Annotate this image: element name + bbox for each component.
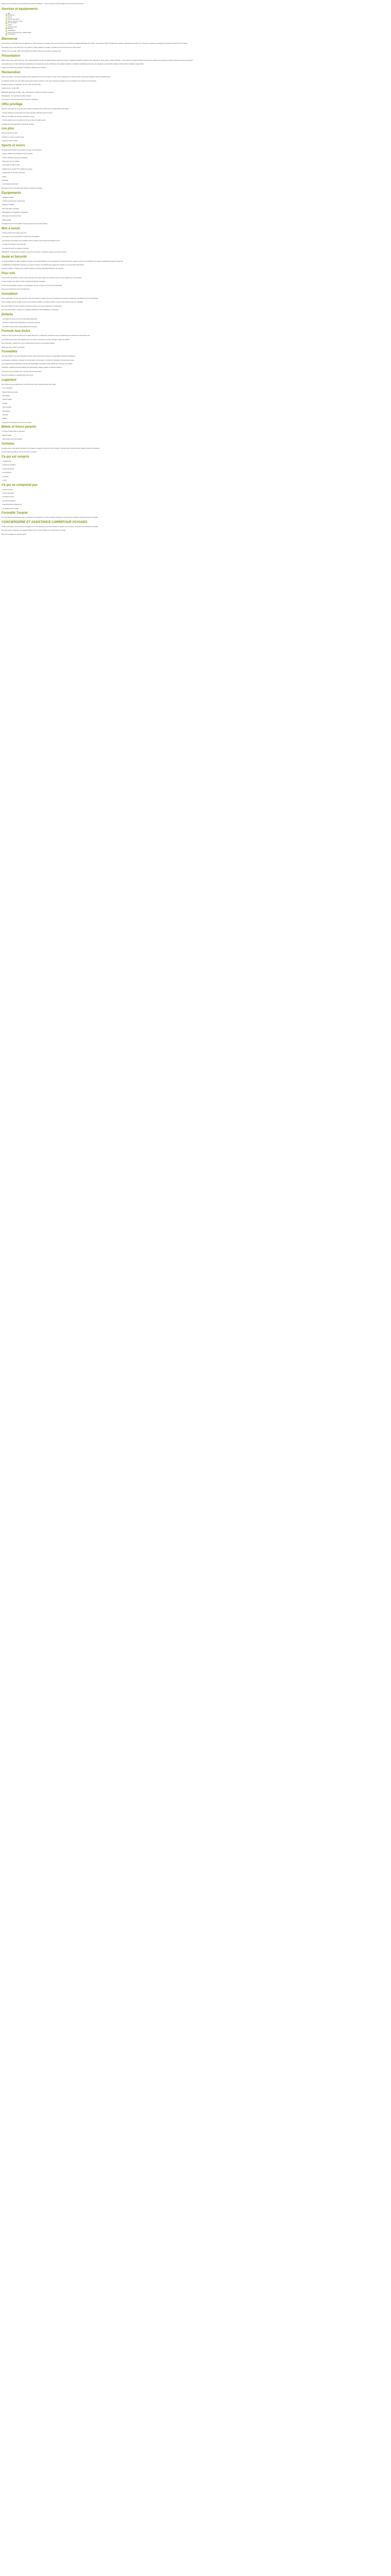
list-item: Sauna - Hammam - Spa — [6, 21, 389, 23]
content-section — [2, 455, 389, 482]
list-item: Parcours — [6, 28, 389, 30]
paragraph: Renseignements et tarifs sur demande. — [2, 346, 25, 348]
content-section — [2, 55, 389, 69]
paragraph: Toute annulation doit être notifiée par écrit. En cas d'arrivée retardée ou de départ anticipé, le séjour réservé reste dû dans son intégralité. — [2, 301, 84, 303]
section-heading: Ce qui est compris — [2, 455, 29, 459]
paragraph: Nos mobil-homes sont équipés pour vous offrir tout le confort nécessaire durant votre séjour : — [2, 383, 57, 385]
content-section — [2, 512, 389, 519]
paragraph: - Randonnées et circuits VTT au départ du camping — [2, 168, 32, 170]
section-heading: Services et équipements — [2, 7, 38, 11]
paragraph: Location de vélos sur place — [2, 140, 18, 142]
section-heading: Bon à savoir — [2, 227, 21, 230]
paragraph: - Le ménage de fin de séjour — [2, 507, 19, 510]
section-heading: Formalité Turquie — [2, 512, 28, 515]
paragraph: Pour plus d'informations, consultez nos conditions générales de vente disponibles sur demande. — [2, 309, 59, 311]
content-section — [2, 484, 389, 510]
paragraph: Le restaurant propose une carte variée ainsi que des pizzas à emporter. Le bar, avec sa terrasse ombragée, est un lieu idéal pour se retrouver en fin de journée. — [2, 80, 97, 82]
paragraph: - Golf à quelques kilomètres — [2, 183, 19, 185]
section-heading: Ce qui ne comprend pas — [2, 483, 38, 487]
list-item: Climatisation — [6, 30, 389, 32]
content-section — [2, 293, 389, 311]
paragraph: Conditions de l'offre disponibles à l'accueil du camping. — [2, 123, 35, 125]
paragraph: - L'accès aux sanitaires — [2, 464, 16, 466]
paragraph: - Climatisation — [2, 410, 10, 412]
paragraph: Tous les tarifs sont indiqués en euros, taxes comprises, hors taxe de séjour. Ils s'entendent par nuit et par emplacement ou par location. — [2, 277, 82, 279]
intro-text: Découvrez le prix camping avec L'Escale des Jaunisoleil à Gaudenès – ce qui vous attend. Formule idéale pour les amoureux de la nature. — [2, 3, 84, 5]
paragraph: - 2 ou 3 chambres — [2, 387, 12, 389]
paragraph: Épicerie de dépannage sur place : pain, viennoiseries et produits de première nécessité. — [2, 91, 54, 93]
paragraph: Petit-déjeuner : sur réservation la veille à l'accueil. — [2, 95, 31, 97]
content-section — [2, 443, 389, 453]
paragraph: - Prêt de jeux de société et livres — [2, 215, 21, 217]
paragraph: Rendez-vous sur la page "Tarifs" pour découvrir nos offres et réserver votre séjour en quelques clics. — [2, 50, 61, 52]
paragraph: - Club enfants en juillet et août — [2, 164, 20, 166]
paragraph: Les emplacements sont attribués en fonction des disponibilités. Nous ferons notre possible pour respecter vos souhaits. — [2, 363, 73, 365]
paragraph: - Une caution vous sera demandée à l'arrivée pour les locations. — [2, 236, 40, 238]
paragraph: Les ressortissants français doivent être en possession d'un passeport en cours de validité. Renseignez-vous auprès des autorités compétentes avant votre départ. — [2, 517, 98, 519]
section-heading: Formalités — [2, 350, 18, 354]
paragraph: Pour les groupes, n'hésitez pas à nous contacter afin de recevoir une proposition adaptée. — [2, 343, 55, 345]
paragraph: En juillet et août, notre équipe d'animation vous propose un programme varié pour toute la famille : tournois sportifs, soirées à thème, karaoké, concerts et spectacles. — [2, 447, 100, 449]
paragraph: Les prix sont susceptibles d'évoluer. Le tarif appliqué est celui en vigueur au moment de la réservation. — [2, 284, 63, 286]
content-section — [2, 71, 389, 101]
list-item: Accès aux personnes à mobilité réduite — [6, 32, 389, 34]
paragraph: - Les enfants de moins de 2 ans sont accueillis gratuitement. — [2, 318, 38, 320]
paragraph: Horaires du bar : de 9h à 23h. — [2, 88, 20, 90]
sections-container — [2, 8, 389, 536]
paragraph: Durant votre séjour, vous pourrez profiter de notre restaurant et de son bar, ouverts en saison. Vous y dégusterez une cuisine simple et savoureuse élaborée à partir de produits locaux. — [2, 76, 111, 78]
content-section — [2, 379, 389, 424]
list-item: Piscine — [6, 16, 389, 19]
content-section — [2, 426, 389, 440]
paragraph: - Aire de jeux pour les enfants — [2, 161, 20, 163]
page — [0, 0, 391, 539]
paragraph: Les emplacements sont bien délimités et bénéficient pour la plupart d'un accès à l'électricité. Des sanitaires modernes et entretenus quotidiennement sont à votre disposition, avec douches chaudes, lavabos, bacs à vaisselle et espace bébé. — [2, 63, 144, 65]
section-heading: Équipements — [2, 191, 21, 195]
paragraph: Horaires d'ouverture du restaurant : de 12h à 14h et de 19h à 22h. — [2, 83, 41, 86]
paragraph: Les formules peuvent être personnalisées selon vos envies : demi-pension, pension complète, location de matériel. — [2, 338, 70, 341]
paragraph: - L'accès à la piscine — [2, 468, 14, 470]
section-heading: Sports et loisirs — [2, 144, 25, 147]
paragraph: - Parking gratuit — [2, 219, 11, 221]
content-section — [2, 521, 389, 535]
section-heading: Présentation — [2, 54, 21, 58]
paragraph: A SAVOIR : le paiement peut être effectué par carte bancaire, chèque, espèces ou chèques vacances. — [2, 367, 62, 369]
content-section — [2, 8, 389, 36]
paragraph: Nous vous souhaitons un agréable séjour parmi nous. — [2, 375, 34, 377]
list-item: Restaurant — [6, 14, 389, 16]
paragraph: Pendant votre séjour, notre service de conciergerie est à votre disposition pour vous conseiller et organiser vos excursions, réservations de restaurants et activités. — [2, 526, 98, 528]
section-heading: Logement — [2, 378, 17, 382]
list-item: Jeux de boules — [6, 22, 389, 24]
paragraph: Une pièce d'identité vous sera demandée à l'arrivée. Pour les personnes mineures, une autorisation parentale est obligatoire. — [2, 355, 76, 358]
paragraph: En cas de besoin, l'assistance est joignable 24h/24 et 7j/7 au numéro indiqué sur vos documents de voyage. — [2, 530, 66, 532]
content-section — [2, 272, 389, 291]
paragraph: Un défibrillateur est disponible à l'accueil. Les numéros d'urgence sont affichés dans chaque bloc sanitaire et sur le panneau d'informations. — [2, 264, 85, 266]
content-section — [2, 127, 389, 142]
content-section — [2, 350, 389, 377]
paragraph: Le camping applique les règles sanitaires en vigueur. Du gel hydroalcoolique est mis à disposition à l'accueil et dans les espaces communs. Les sanitaires sont nettoyés et désinfectés plusieurs fois par jour. — [2, 260, 124, 262]
paragraph: Les équipements sont accessibles à tous les campeurs durant toute la saison. — [2, 223, 48, 225]
content-section — [2, 144, 389, 190]
paragraph: Les animaux ne sont pas admis dans l'enceinte du restaurant. — [2, 99, 39, 101]
list-item: Conciergerie — [6, 33, 389, 36]
paragraph: De nombreuses activités sont proposées sur place et aux alentours : — [2, 149, 42, 151]
section-heading: CONCIERGERIE ET ASSISTANCE CARREFOUR VOYAGES — [2, 521, 88, 524]
paragraph: Nous vous remercions de votre compréhension. — [2, 289, 30, 291]
paragraph: - Télévision — [2, 414, 9, 416]
paragraph: L'accueil est ouvert de 8h30 à 12h et de 14h à 19h en haute saison. — [2, 370, 42, 372]
check-list — [2, 13, 389, 36]
paragraph: - Canoë-kayak sur la rivière à proximité — [2, 172, 25, 174]
list-item: Wifi — [6, 13, 389, 15]
paragraph: - Cuisine équipée — [2, 399, 12, 401]
paragraph: Le linge de lit et de toilette peut être loué sur place. — [2, 421, 32, 423]
section-heading: Bienvenue — [2, 38, 18, 41]
paragraph: - Les enfants restent sous la responsabilité de leurs parents. — [2, 326, 38, 328]
paragraph: - Le parking — [2, 476, 9, 478]
content-section — [2, 227, 389, 253]
paragraph: En cas de problème, n'hésitez pas à contacter l'équipe du camping, disponible 24h/24 pour les urgences. — [2, 268, 64, 270]
paragraph: - Salon de jardin — [2, 406, 11, 409]
section-heading: Annulation — [2, 292, 18, 296]
section-heading: Bébés et futurs parents — [2, 426, 37, 429]
section-heading: Restauration — [2, 71, 21, 75]
section-heading: Pour info — [2, 272, 15, 276]
paragraph: Accès au bord de la rivière — [2, 132, 18, 134]
paragraph: Animations en soirée en juillet et août — [2, 136, 24, 138]
paragraph: Renseignements et réservations des activités à l'accueil du camping. — [2, 187, 43, 189]
paragraph: - Parking — [2, 418, 7, 420]
paragraph: - L'emplacement — [2, 461, 12, 463]
paragraph: Nos équipes sont à votre écoute pour vous garantir un séjour agréable et reposant. L'accueil est ouvert tous les jours en haute saison. — [2, 46, 82, 48]
content-section — [2, 330, 389, 348]
paragraph: IMPORTANT : la réservation est validée à réception de l'acompte. Le solde est à régler au plus tard à l'arrivée. — [2, 251, 67, 253]
paragraph: - L'électricité (selon emplacement) — [2, 504, 22, 506]
content-section — [2, 38, 389, 52]
paragraph: Situé au cœur d'une nature préservée, notre camping familial est le point de départ idéal pour découvrir la région : randonnées pédestres, balades à vélo, baignade en rivière, pêche et visites culturelles. Le site s'étend sur plusieurs hectares et propose des espaces verts généreux où petits et grands trouveront leur bonheur. — [2, 59, 193, 61]
paragraph: Réservez votre séjour au moins 30 jours à l'avance et bénéficiez d'une remise sur le montant total de votre séjour. — [2, 108, 69, 110]
paragraph: - Table à langer dans les sanitaires — [2, 438, 23, 440]
paragraph: En cas d'annulation de votre part, l'acompte versé reste acquis au camping. Nous vous conseillons de souscrire une assurance annulation lors de votre réservation. — [2, 297, 99, 299]
paragraph: - Sanitaires chauffés — [2, 196, 14, 198]
content-section — [2, 256, 389, 270]
section-heading: Santé et Sécurité — [2, 255, 27, 259]
section-heading: Formule tout inclus — [2, 330, 30, 333]
paragraph: - Terrasse — [2, 402, 8, 404]
paragraph: - Les frais de dossier — [2, 493, 14, 495]
section-heading: Les plus — [2, 127, 14, 131]
paragraph: - Barbecues collectifs — [2, 204, 14, 206]
content-section — [2, 313, 389, 328]
paragraph: Laissez-vous séduire par l'ambiance conviviale et chaleureuse du camping. — [2, 67, 46, 69]
content-section — [2, 103, 389, 125]
paragraph: - Baignoire bébé — [2, 434, 12, 436]
paragraph: - La location de linge — [2, 496, 14, 498]
paragraph: En cas d'annulation du fait du camping, les sommes versées vous seront intégralement remboursées. — [2, 305, 62, 307]
paragraph: - Les animaux sont acceptés sous conditions, tenus en laisse, et avec carnet de vaccination à jour. — [2, 240, 60, 242]
paragraph: - Salle de bain avec douche — [2, 391, 19, 393]
paragraph: - Le Wifi — [2, 480, 7, 481]
paragraph: Profitez de notre formule tout inclus pour un séjour sans souci : emplacement, électricité, accès aux infrastructures et animations compris dans le prix. — [2, 335, 91, 337]
list-item: Pizzeria (en saison) — [6, 19, 389, 21]
paragraph: - Lit bébé et chaise haute sur demande — [2, 431, 25, 433]
list-item: Laverie — [6, 24, 389, 26]
paragraph: - Laverie avec lave-linge et sèche-linge — [2, 200, 25, 202]
content-section — [2, 192, 389, 225]
paragraph: La réservation est définitive à réception du contrat signé et de l'acompte. Un email de confirmation vous sera alors envoyé. — [2, 359, 74, 361]
paragraph: - Pêche — [2, 176, 6, 178]
section-heading: Activités — [2, 442, 15, 446]
paragraph: La taxe de séjour est à régler sur place et dépend de l'âge des occupants. — [2, 281, 45, 283]
section-heading: Enfants — [2, 313, 13, 316]
paragraph: - Équitation — [2, 180, 9, 182]
paragraph: Offre non cumulable avec d'autres promotions en cours. — [2, 115, 35, 117]
paragraph: Nous vous souhaitons un excellent séjour. — [2, 533, 27, 535]
paragraph: - 15 % de réduction pour les séjours de 14 nuits et plus, hors juillet et août. — [2, 120, 46, 122]
section-heading: Offre privilège — [2, 103, 23, 107]
paragraph: - 10 % de réduction sur votre séjour pour toute réservation effectuée avant le 31 mars. — [2, 112, 53, 114]
paragraph: - Les visiteurs doivent se présenter à l'accueil. — [2, 247, 29, 249]
paragraph: - Arrivée à partir de 14h, départ avant 12h. — [2, 232, 27, 234]
paragraph: - La taxe de séjour — [2, 488, 13, 490]
list-item: Terrain de sport — [6, 26, 389, 28]
paragraph: - WC séparés — [2, 395, 10, 397]
paragraph: - Piscine chauffée avec pataugeoire pour les enfants — [2, 153, 33, 155]
paragraph: - Point information touristique — [2, 208, 19, 210]
paragraph: Le Camping Les Jaunisoleils vous accueille dans un cadre verdoyant et ombragé, à deux pas de la rivière et à proximité des villages pittoresques de la région. Vous pourrez profiter d'emplacements spacieux, délimités par des haies, pour votre tente, caravane ou camping-car, ainsi que de mobil-homes tout confort. — [2, 43, 188, 45]
paragraph: Le club enfants accueille les 4-12 ans du lundi au vendredi. — [2, 451, 37, 453]
paragraph: - Les activités payantes — [2, 500, 16, 502]
paragraph: - Réfrigérateurs et congélateurs à disposition — [2, 212, 28, 214]
paragraph: - Terrain multisports, ping-pong et pétanque — [2, 157, 28, 159]
paragraph: - Les animations — [2, 472, 12, 474]
paragraph: - Le calme est de rigueur entre 22h et 8h. — [2, 244, 26, 246]
paragraph: - Lits bébé et chaises hautes disponibles sur demande à l'accueil. — [2, 322, 41, 324]
